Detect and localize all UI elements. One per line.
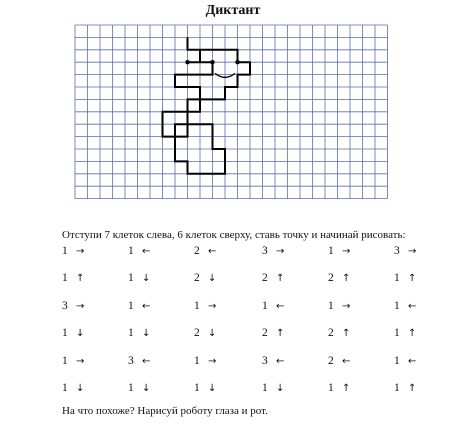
arrow-left-icon: ← <box>142 246 151 257</box>
step-count: 2 <box>194 245 200 257</box>
step-count: 2 <box>328 355 334 367</box>
command-step <box>394 299 416 313</box>
arrow-down-icon: ↓ <box>208 328 217 339</box>
arrow-left-icon: ← <box>142 301 151 312</box>
step-count: 1 <box>194 382 200 394</box>
step-count: 2 <box>262 272 268 284</box>
command-step <box>262 354 284 368</box>
command-step <box>194 299 216 313</box>
arrow-right-icon: → <box>342 246 351 257</box>
arrow-down-icon: ↓ <box>76 383 85 394</box>
step-count: 2 <box>262 327 268 339</box>
step-count: 1 <box>62 245 68 257</box>
command-step <box>394 326 416 340</box>
page-title: Диктант <box>205 3 261 18</box>
arrow-right-icon: → <box>276 246 285 257</box>
step-count: 1 <box>394 272 400 284</box>
step-count: 1 <box>62 327 68 339</box>
command-step <box>394 354 416 368</box>
step-count: 3 <box>394 245 400 257</box>
command-step <box>194 381 216 395</box>
command-step <box>262 381 284 395</box>
command-step <box>62 354 84 368</box>
command-step <box>128 299 150 313</box>
arrow-right-icon: → <box>76 246 85 257</box>
step-count: 3 <box>262 245 268 257</box>
step-count: 1 <box>328 382 334 394</box>
arrow-right-icon: → <box>342 301 351 312</box>
step-count: 1 <box>128 382 134 394</box>
arrow-right-icon: → <box>76 301 85 312</box>
arrow-up-icon: ↑ <box>342 328 351 339</box>
command-step <box>328 299 350 313</box>
command-step <box>328 271 350 285</box>
step-count: 1 <box>394 327 400 339</box>
arrow-down-icon: ↓ <box>142 273 151 284</box>
command-step <box>128 271 150 285</box>
arrow-down-icon: ↓ <box>208 273 217 284</box>
command-step <box>394 244 416 258</box>
step-count: 2 <box>194 272 200 284</box>
step-count: 1 <box>194 300 200 312</box>
arrow-up-icon: ↑ <box>342 273 351 284</box>
step-count: 1 <box>128 272 134 284</box>
command-step <box>328 244 350 258</box>
command-step <box>262 244 284 258</box>
command-step <box>194 326 216 340</box>
arrow-left-icon: ← <box>276 301 285 312</box>
arrow-up-icon: ↑ <box>408 328 417 339</box>
command-step <box>194 271 216 285</box>
arrow-up-icon: ↑ <box>408 383 417 394</box>
command-step <box>394 271 416 285</box>
step-count: 1 <box>128 245 134 257</box>
step-count: 1 <box>62 272 68 284</box>
command-step <box>128 354 150 368</box>
command-step <box>328 381 350 395</box>
arrow-left-icon: ← <box>142 356 151 367</box>
command-step <box>62 299 84 313</box>
step-count: 2 <box>194 327 200 339</box>
arrow-up-icon: ↑ <box>408 273 417 284</box>
step-count: 2 <box>328 272 334 284</box>
command-step <box>62 326 84 340</box>
arrow-up-icon: ↑ <box>76 273 85 284</box>
robot-eye <box>235 60 239 64</box>
arrow-left-icon: ← <box>276 356 285 367</box>
robot-eye <box>210 60 214 64</box>
arrow-left-icon: ← <box>208 246 217 257</box>
arrow-up-icon: ↑ <box>276 273 285 284</box>
command-step <box>62 271 84 285</box>
arrow-down-icon: ↓ <box>142 328 151 339</box>
arrow-down-icon: ↓ <box>76 328 85 339</box>
step-count: 1 <box>262 382 268 394</box>
arrow-down-icon: ↓ <box>208 383 217 394</box>
instruction-text: Отступи 7 клеток слева, 6 клеток сверху, ставь точку и начинай рисовать: <box>62 229 406 241</box>
step-count: 2 <box>328 327 334 339</box>
step-count: 1 <box>62 382 68 394</box>
arrow-right-icon: → <box>208 301 217 312</box>
arrow-left-icon: ← <box>408 356 417 367</box>
step-count: 1 <box>262 300 268 312</box>
command-step <box>194 244 216 258</box>
arrow-down-icon: ↓ <box>142 383 151 394</box>
step-count: 3 <box>128 355 134 367</box>
start-dot <box>185 60 189 64</box>
arrow-left-icon: ← <box>408 301 417 312</box>
step-count: 1 <box>394 355 400 367</box>
command-step <box>262 271 284 285</box>
step-count: 1 <box>128 300 134 312</box>
command-step <box>328 326 350 340</box>
step-count: 1 <box>62 355 68 367</box>
command-step <box>194 354 216 368</box>
step-count: 1 <box>394 382 400 394</box>
command-step <box>328 354 350 368</box>
command-step <box>62 244 84 258</box>
step-count: 1 <box>328 245 334 257</box>
step-count: 1 <box>328 300 334 312</box>
step-count: 1 <box>194 355 200 367</box>
arrow-right-icon: → <box>76 356 85 367</box>
command-step <box>262 326 284 340</box>
arrow-right-icon: → <box>408 246 417 257</box>
step-count: 1 <box>128 327 134 339</box>
command-step <box>394 381 416 395</box>
arrow-up-icon: ↑ <box>342 383 351 394</box>
step-count: 3 <box>62 300 68 312</box>
arrow-up-icon: ↑ <box>276 328 285 339</box>
command-step <box>262 299 284 313</box>
command-step <box>128 326 150 340</box>
command-step <box>128 381 150 395</box>
arrow-down-icon: ↓ <box>276 383 285 394</box>
grid-lines <box>75 25 388 199</box>
step-count: 3 <box>262 355 268 367</box>
command-step <box>62 381 84 395</box>
command-step <box>128 244 150 258</box>
step-count: 1 <box>394 300 400 312</box>
footer-question: На что похоже? Нарисуй роботу глаза и рот. <box>62 405 268 417</box>
arrow-left-icon: ← <box>342 356 351 367</box>
arrow-right-icon: → <box>208 356 217 367</box>
robot-outline <box>163 37 251 173</box>
